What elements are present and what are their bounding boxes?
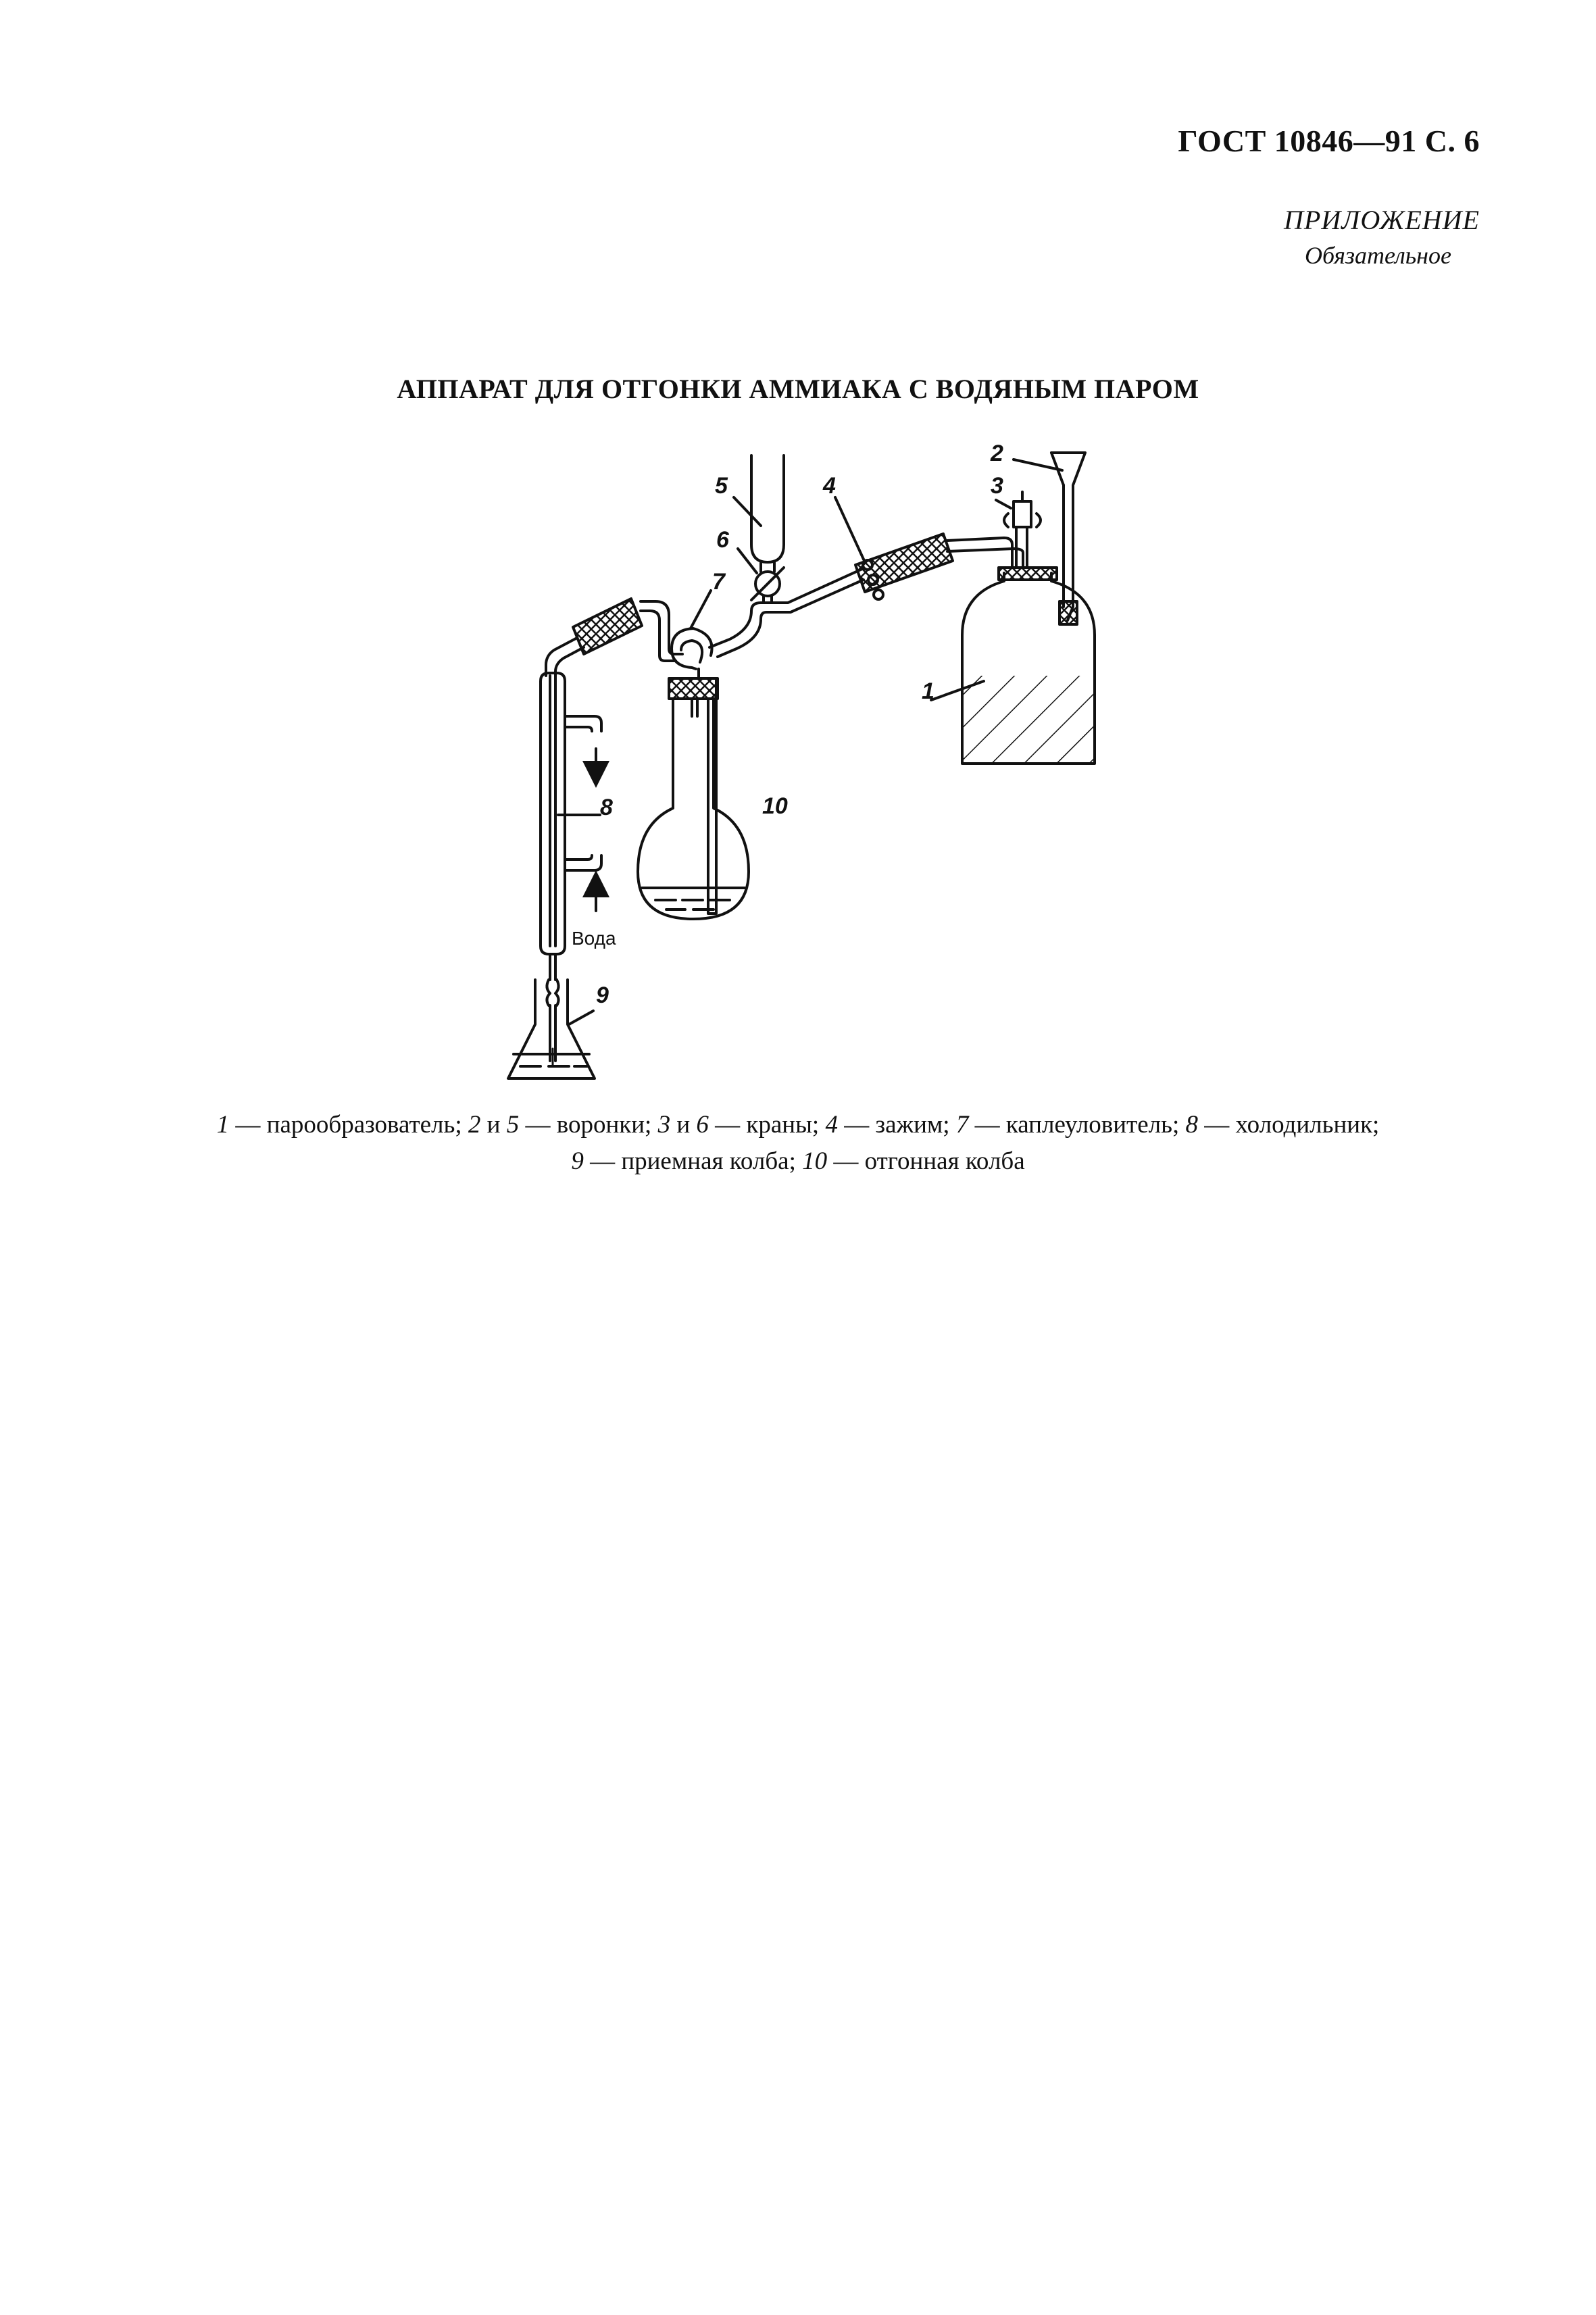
steam-generator [962,527,1095,764]
caption-num: 9 [571,1147,584,1175]
label-10: 10 [762,793,788,819]
appendix-label: ПРИЛОЖЕНИЕ [1284,205,1480,235]
caption-text: — парообразователь; [229,1111,468,1139]
label-4: 4 [823,473,836,499]
label-6: 6 [716,527,729,553]
caption-num: 8 [1185,1111,1199,1139]
caption-text: — воронки; [519,1111,658,1139]
caption-line-2 [0,1143,1596,1180]
label-1: 1 [922,678,934,704]
caption-num: 10 [802,1147,828,1175]
leader-3 [996,500,1011,508]
label-3: 3 [991,473,1003,499]
caption-num: 3 [657,1111,671,1139]
caption-text: — краны; [708,1111,826,1139]
label-9: 9 [596,982,609,1008]
caption-num: 1 [216,1111,230,1139]
caption-text: — зажим; [837,1111,956,1139]
appendix-status: Обязательное [1305,242,1451,269]
caption-text: — приемная колба; [583,1147,803,1175]
label-8: 8 [600,795,613,820]
caption-text: — холодильник; [1198,1111,1380,1139]
condenser-8 [541,673,601,1065]
caption-text: — каплеуловитель; [968,1111,1186,1139]
label-water: Вода [572,928,616,949]
connector [573,599,642,654]
funnel-2 [1051,453,1085,624]
caption-text: и [670,1111,697,1139]
label-7: 7 [712,569,725,595]
label-5: 5 [715,473,728,499]
page-header-doc-ref: ГОСТ 10846—91 С. 6 [1178,124,1480,158]
label-2: 2 [991,441,1003,466]
caption-num: 2 [468,1111,481,1139]
stopcock-3 [1004,492,1041,527]
leader-5 [734,497,761,526]
leader-7 [691,591,711,628]
funnel-5 [751,455,784,572]
leader-4 [835,497,865,562]
figure-title: АППАРАТ ДЛЯ ОТГОНКИ АММИАКА С ВОДЯНЫМ ПАРОМ [397,374,1199,404]
caption-num: 5 [506,1111,520,1139]
leader-6 [738,549,757,573]
clamp-4 [855,534,953,599]
leader-9 [569,1011,593,1024]
caption-num: 4 [825,1111,838,1139]
figure-caption [0,1107,1596,1180]
caption-num: 6 [696,1111,709,1139]
caption-line-1 [0,1107,1596,1143]
distillation-flask-10 [638,678,749,919]
caption-text: и [480,1111,507,1139]
caption-text: — отгонная колба [827,1147,1025,1175]
caption-num: 7 [955,1111,969,1139]
